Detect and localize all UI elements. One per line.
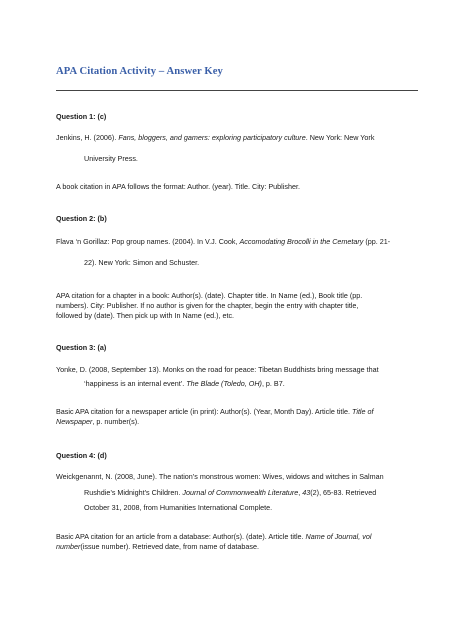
question-1-citation-line-1	[56, 133, 374, 142]
question-2-heading: Question 2: (b)	[56, 214, 107, 223]
question-2-citation-line-1	[56, 237, 390, 246]
note-text: Basic APA citation for a newspaper article (in print): Author(s). (Year, Month Day). Article title.	[56, 407, 353, 416]
citation-text: ‘happiness is an internal event’.	[84, 379, 187, 388]
citation-text: . New York: New York	[305, 133, 375, 142]
question-1-citation-line-2: University Press.	[84, 154, 138, 163]
note-text: (issue number). Retrieved date, from name of database.	[80, 542, 259, 551]
citation-text: ,	[298, 488, 303, 497]
citation-text: (2), 65-83. Retrieved	[310, 488, 377, 497]
question-2-note-line-1: APA citation for a chapter in a book: Author(s). (date). Chapter title. In Name (ed.), Book title (pp.	[56, 291, 363, 300]
citation-italic-title: Fans, bloggers, and gamers: exploring participatory culture	[118, 133, 306, 142]
question-2-citation-line-2: 22). New York: Simon and Schuster.	[84, 258, 200, 267]
citation-text: (pp. 21-	[363, 237, 391, 246]
citation-italic-volume: 43	[302, 488, 311, 497]
note-italic-text: Newspaper	[56, 417, 93, 426]
note-text: Basic APA citation for an article from a database: Author(s). (date). Article title.	[56, 532, 306, 541]
question-3-citation-line-2	[84, 379, 285, 388]
page-title: APA Citation Activity – Answer Key	[56, 66, 223, 77]
question-4-note-line-2	[56, 542, 259, 551]
citation-italic-journal: Journal of Commonwealth Literature	[182, 488, 299, 497]
note-italic-text: number	[56, 542, 81, 551]
citation-text: Jenkins, H. (2006).	[56, 133, 119, 142]
citation-italic-title: The Blade (Toledo, OH)	[186, 379, 262, 388]
question-3-heading: Question 3: (a)	[56, 343, 107, 352]
note-text: , p. number(s).	[92, 417, 140, 426]
question-1-heading: Question 1: (c)	[56, 112, 107, 121]
note-italic-text: Name of Journal, vol	[305, 532, 372, 541]
title-divider	[56, 90, 418, 91]
citation-text: Flava ‘n Gorillaz: Pop group names. (2004). In V.J. Cook,	[56, 237, 240, 246]
question-4-citation-line-2	[84, 488, 376, 497]
question-2-note-line-3: followed by (date). Then pick up with In Name (ed.), etc.	[56, 311, 235, 320]
question-4-note-line-1	[56, 532, 371, 541]
citation-text: Rushdie’s Midnight’s Children.	[84, 488, 183, 497]
citation-italic-title: Accomodating Brocolli in the Cemetary	[239, 237, 364, 246]
question-3-note-line-1	[56, 407, 374, 416]
note-italic-text: Title of	[352, 407, 374, 416]
question-2-note-line-2: numbers). City: Publisher. If no author is given for the chapter, begin the entry with chapter title,	[56, 301, 359, 310]
citation-text: , p. B7.	[261, 379, 285, 388]
question-1-note: A book citation in APA follows the format: Author. (year). Title. City: Publisher.	[56, 182, 300, 191]
question-4-citation-line-3: October 31, 2008, from Humanities International Complete.	[84, 503, 273, 512]
question-4-citation-line-1: Weickgenannt, N. (2008, June). The nation’s monstrous women: Wives, widows and witches in Salman	[56, 472, 384, 481]
question-4-heading: Question 4: (d)	[56, 451, 107, 460]
question-3-note-line-2	[56, 417, 139, 426]
question-3-citation-line-1: Yonke, D. (2008, September 13). Monks on the road for peace: Tibetan Buddhists bring message that	[56, 365, 379, 374]
